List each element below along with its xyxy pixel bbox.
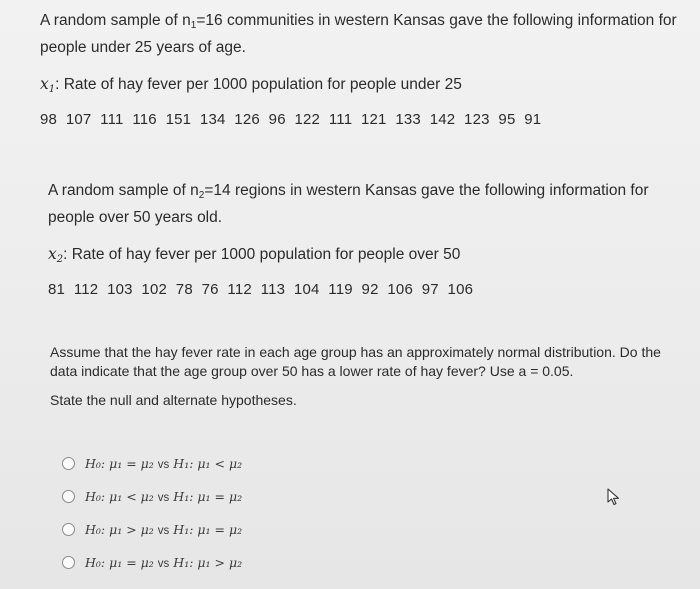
sample2-intro-text: A random sample of n xyxy=(48,182,199,199)
option-2-h0: H₀: μ₁ < μ₂ xyxy=(85,489,154,504)
option-1-label xyxy=(85,456,242,471)
option-2-h1: H₁: μ₁ = μ₂ xyxy=(173,489,243,504)
radio-button[interactable] xyxy=(62,457,75,470)
option-3-vs: vs xyxy=(157,525,170,537)
sample1-var-subscript: 1 xyxy=(48,84,56,95)
mouse-pointer-icon xyxy=(606,488,622,511)
question-section xyxy=(50,343,690,410)
option-2-vs: vs xyxy=(157,492,170,504)
sample1-var-symbol: x xyxy=(40,75,49,93)
sample2-values: 81 112 103 102 78 76 112 113 104 119 92 106 97 106 xyxy=(48,281,474,298)
sample2-var-symbol: x xyxy=(48,245,57,263)
sample2-var-text: : Rate of hay fever per 1000 population for people over 50 xyxy=(63,246,461,263)
sample2-section xyxy=(48,180,698,298)
sample2-intro-rest: =14 regions in western Kansas gave the following information for people over 50 years old. xyxy=(48,182,649,226)
sample2-n-subscript: 2 xyxy=(198,190,205,201)
sample1-section xyxy=(40,10,690,128)
question-prompt: State the null and alternate hypotheses. xyxy=(50,392,297,408)
sample1-variable-label xyxy=(40,73,690,101)
radio-button[interactable] xyxy=(62,523,75,536)
option-3-h0: H₀: μ₁ > μ₂ xyxy=(85,522,154,537)
option-1-h0: H₀: μ₁ = μ₂ xyxy=(85,456,154,471)
sample1-intro-rest: =16 communities in western Kansas gave the following information for people under 25 years of age. xyxy=(40,12,677,56)
sample2-variable-label xyxy=(48,243,698,271)
option-4[interactable] xyxy=(62,546,242,579)
option-3[interactable] xyxy=(62,513,242,546)
sample2-intro xyxy=(48,180,698,229)
option-1-vs: vs xyxy=(157,459,170,471)
option-4-h0: H₀: μ₁ = μ₂ xyxy=(85,555,154,570)
option-1-h1: H₁: μ₁ < μ₂ xyxy=(173,456,243,471)
question-text: Assume that the hay fever rate in each age group has an approximately normal distribution. Do the data indicate that the age group over 50 has a lower rate of hay fever? Use a = 0.05. xyxy=(50,344,661,379)
sample1-intro xyxy=(40,10,690,59)
option-3-h1: H₁: μ₁ = μ₂ xyxy=(173,522,243,537)
option-4-h1: H₁: μ₁ > μ₂ xyxy=(173,555,243,570)
option-4-label xyxy=(85,555,242,570)
hypothesis-options xyxy=(62,447,242,579)
option-2-label xyxy=(85,489,242,504)
option-3-label xyxy=(85,522,242,537)
option-1[interactable] xyxy=(62,447,242,480)
radio-button[interactable] xyxy=(62,490,75,503)
sample1-var-text: : Rate of hay fever per 1000 population for people under 25 xyxy=(55,76,462,93)
option-4-vs: vs xyxy=(157,558,170,570)
sample1-intro-text: A random sample of n xyxy=(40,12,191,29)
radio-button[interactable] xyxy=(62,556,75,569)
sample1-n-subscript: 1 xyxy=(190,20,197,31)
sample1-values: 98 107 111 116 151 134 126 96 122 111 121 133 142 123 95 91 xyxy=(40,111,542,128)
option-2[interactable] xyxy=(62,480,242,513)
sample2-var-subscript: 2 xyxy=(56,254,64,265)
